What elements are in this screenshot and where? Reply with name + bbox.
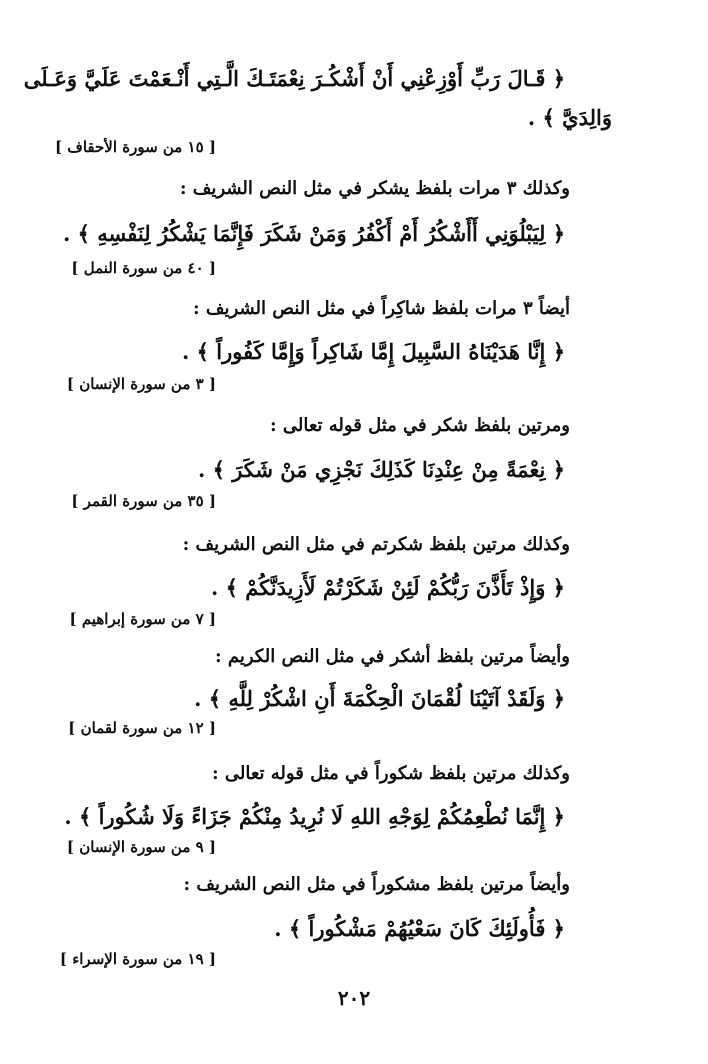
surah-reference: [ ١٢ من سورة لقمان ] [68, 719, 216, 737]
verse-line: ﴿ إِنَّا هَدَيْنَاهُ السَّبِيلَ إِمَّا شَاكِراً وَإِمَّا كَفُوراً ﴾ . [182, 339, 565, 364]
intro-text: وكذلك مرتين بلفظ شكرتم في مثل النص الشريف : [182, 534, 570, 555]
verse-line: ﴿ قَـالَ رَبِّ أَوْزِعْنِي أَنْ أَشْكُـرَ نِعْمَتَـكَ الَّـتِي أَنْـعَمْتَ عَلَيَّ وَعَـلَى [23, 66, 565, 91]
verse-line: ﴿ إِنَّمَا نُطْعِمُكُمْ لِوَجْهِ اللهِ لَا نُرِيدُ مِنْكُمْ جَزَاءً وَلَا شُكُوراً ﴾ . [64, 804, 565, 829]
verse-line: ﴿ فَأُولَئِكَ كَانَ سَعْيُهُمْ مَشْكُوراً ﴾ . [274, 916, 565, 941]
verse-line: ﴿ وَإِذْ تَأَذَّنَ رَبُّكُمْ لَئِنْ شَكَرْتُمْ لَأَزِيدَنَّكُمْ ﴾ . [210, 575, 565, 600]
page-number: ٢٠٢ [337, 986, 371, 1010]
intro-text: وأيضاً مرتين بلفظ أشكر في مثل النص الكريم : [214, 646, 570, 667]
verse-line: ﴿ لِيَبْلُوَنِي أَأَشْكُرُ أَمْ أَكْفُرُ وَمَنْ شَكَرَ فَإِنَّمَا يَشْكُرُ لِنَفْسِهِ ﴾ . [63, 221, 565, 246]
surah-reference: [ ٧ من سورة إبراهيم ] [69, 610, 216, 628]
intro-text: وكذلك ٣ مرات بلفظ يشكر في مثل النص الشريف : [179, 178, 570, 199]
verse-line-continued: وَالِدَيَّ ﴾ . [527, 105, 612, 130]
surah-reference: [ ٣٥ من سورة القمر ] [71, 492, 216, 510]
verse-line: ﴿ وَلَقَدْ آتَيْنَا لُقْمَانَ الْحِكْمَةَ أَنِ اشْكُرْ لِلَّهِ ﴾ . [194, 686, 565, 711]
surah-reference: [ ٣ من سورة الإنسان ] [66, 375, 216, 393]
surah-reference: [ ١٩ من سورة الإسراء ] [59, 950, 216, 968]
intro-text: أيضاً ٣ مرات بلفظ شاكِراً في مثل النص الشريف : [193, 298, 570, 319]
verse-line: ﴿ نِعْمَةً مِنْ عِنْدِنَا كَذَلِكَ نَجْزِي مَنْ شَكَرَ ﴾ . [197, 457, 565, 482]
intro-text: وكذلك مرتين بلفظ شكوراً في مثل قوله تعالى : [211, 763, 570, 784]
intro-text: وأيضاً مرتين بلفظ مشكوراً في مثل النص الشريف : [183, 874, 570, 895]
surah-reference: [ ٤٠ من سورة النمل ] [71, 259, 216, 277]
surah-reference: [ ٩ من سورة الإنسان ] [66, 838, 216, 856]
intro-text: ومرتين بلفظ شكر في مثل قوله تعالى : [269, 415, 570, 436]
surah-reference: [ ١٥ من سورة الأحقاف ] [54, 138, 216, 156]
